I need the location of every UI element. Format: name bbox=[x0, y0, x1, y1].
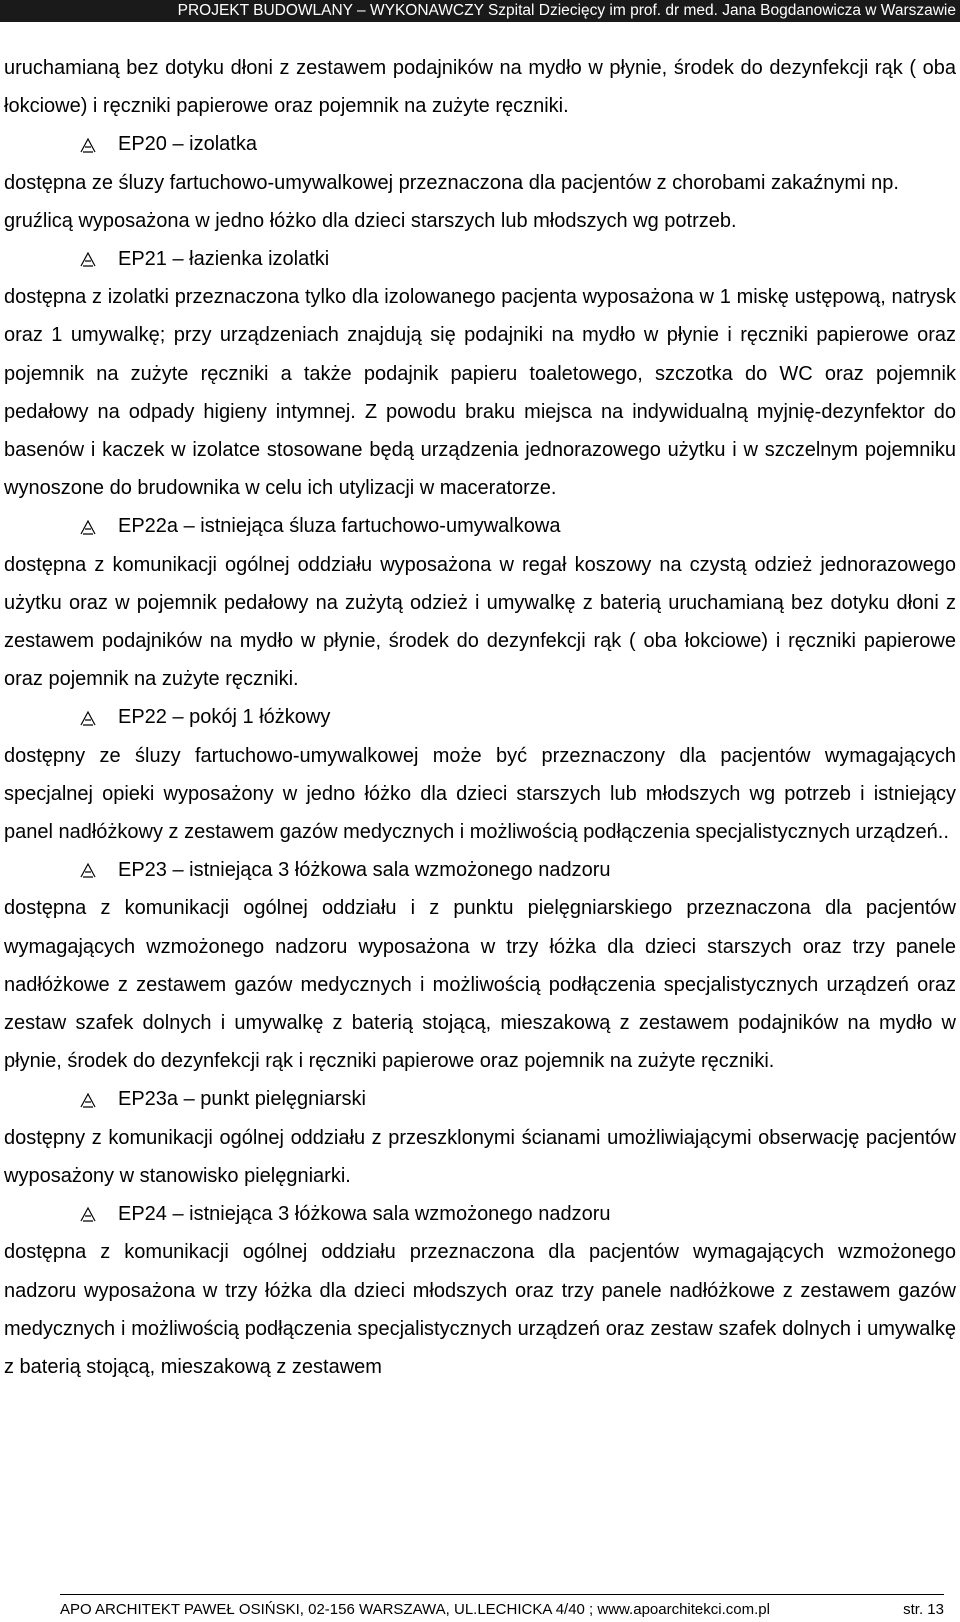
heading-text: EP22a – istniejąca śluza fartuchowo-umywalkowa bbox=[118, 515, 561, 538]
paragraph: dostępna z izolatki przeznaczona tylko dla izolowanego pacjenta wyposażona w 1 miskę ustępową, natrysk oraz 1 umywalkę; przy urządzeniach znajdują się podajniki na mydło w płynie i ręczniki papierowe oraz pojemnik na zużyte ręczniki a także podajnik papieru toaletowego, szczotka do WC oraz pojemnik pedałowy na odpady higieny intymnej. Z powodu braku miejsca na indywidualną myjnię-dezynfektor do basenów i kaczek w izolatce stosowane będą urządzenia jednorazowego użytku i w szczelnym pojemniku wynoszone do brudownika w celu ich utylizacji w maceratorze. bbox=[4, 286, 956, 500]
heading-text: EP23a – punkt pielęgniarski bbox=[118, 1088, 366, 1111]
heading-text: EP24 – istniejąca 3 łóżkowa sala wzmożonego nadzoru bbox=[118, 1203, 611, 1226]
heading-text: EP20 – izolatka bbox=[118, 133, 257, 156]
section-heading bbox=[4, 240, 956, 278]
section-heading bbox=[4, 1195, 956, 1233]
section-heading bbox=[4, 125, 956, 163]
section-heading bbox=[4, 1080, 956, 1118]
paragraph: dostępny ze śluzy fartuchowo-umywalkowej może być przeznaczony dla pacjentów wymagających specjalnej opieki wyposażony w jedno łóżko dla dzieci starszych lub młodszych wg potrzeb i istniejący panel nadłóżkowy z zestawem gazów medycznych i możliwością podłączenia specjalistycznych urządzeń.. bbox=[4, 744, 956, 844]
paragraph: uruchamianą bez dotyku dłoni z zestawem podajników na mydło w płynie, środek do dezynfekcji rąk ( oba łokciowe) i ręczniki papierowe oraz pojemnik na zużyte ręczniki. bbox=[4, 57, 956, 118]
footer-address: APO ARCHITEKT PAWEŁ OSIŃSKI, 02-156 WARSZAWA, UL.LECHICKA 4/40 ; www.apoarchitekci.com.pl bbox=[60, 1601, 770, 1618]
section-heading bbox=[4, 698, 956, 736]
header-title: PROJEKT BUDOWLANY – WYKONAWCZY Szpital Dziecięcy im prof. dr med. Jana Bogdanowicza w Warszawie bbox=[177, 2, 956, 19]
section-heading bbox=[4, 851, 956, 889]
section-heading bbox=[4, 507, 956, 545]
heading-text: EP22 – pokój 1 łóżkowy bbox=[118, 706, 331, 729]
hand-pointer-bullet-icon bbox=[80, 710, 96, 726]
paragraph: dostępna ze śluzy fartuchowo-umywalkowej przeznaczona dla pacjentów z chorobami zakaźnymi np. gruźlicą wyposażona w jedno łóżko dla dzieci starszych lub młodszych wg potrzeb. bbox=[4, 171, 899, 232]
paragraph: dostępny z komunikacji ogólnej oddziału z przeszklonymi ścianami umożliwiającymi obserwację pacjentów wyposażony w stanowisko pielęgniarki. bbox=[4, 1126, 956, 1187]
paragraph: dostępna z komunikacji ogólnej oddziału przeznaczona dla pacjentów wymagających wzmożonego nadzoru wyposażona w trzy łóżka dla dzieci młodszych oraz trzy panele nadłóżkowe z zestawem gazów medycznych i możliwością podłączenia specjalistycznych urządzeń oraz zestaw szafek dolnych i umywalkę z baterią stojącą, mieszakową z zestawem bbox=[4, 1241, 956, 1378]
hand-pointer-bullet-icon bbox=[80, 519, 96, 535]
hand-pointer-bullet-icon bbox=[80, 137, 96, 153]
hand-pointer-bullet-icon bbox=[80, 1092, 96, 1108]
page-footer bbox=[60, 1594, 944, 1618]
hand-pointer-bullet-icon bbox=[80, 251, 96, 267]
heading-text: EP21 – łazienka izolatki bbox=[118, 248, 330, 271]
paragraph: dostępna z komunikacji ogólnej oddziału i z punktu pielęgniarskiego przeznaczona dla pacjentów wymagających wzmożonego nadzoru wyposażona w trzy łóżka dla dzieci starszych oraz trzy panele nadłóżkowe z zestawem gazów medycznych i możliwością podłączenia specjalistycznych urządzeń oraz zestaw szafek dolnych i umywalkę z baterią stojącą, mieszakową z zestawem podajników na mydło w płynie, środek do dezynfekcji rąk i ręczniki papierowe oraz pojemnik na zużyte ręczniki. bbox=[4, 897, 956, 1073]
document-body bbox=[4, 49, 956, 1386]
heading-text: EP23 – istniejąca 3 łóżkowa sala wzmożonego nadzoru bbox=[118, 859, 611, 882]
page-number: str. 13 bbox=[903, 1601, 944, 1618]
running-header bbox=[0, 0, 960, 22]
paragraph: dostępna z komunikacji ogólnej oddziału wyposażona w regał koszowy na czystą odzież jednorazowego użytku oraz w pojemnik pedałowy na zużytą odzież i umywalkę z baterią uruchamianą bez dotyku dłoni z zestawem podajników na mydło w płynie, środek do dezynfekcji rąk ( oba łokciowe) i ręczniki papierowe oraz pojemnik na zużyte ręczniki. bbox=[4, 553, 956, 691]
hand-pointer-bullet-icon bbox=[80, 1206, 96, 1222]
hand-pointer-bullet-icon bbox=[80, 862, 96, 878]
